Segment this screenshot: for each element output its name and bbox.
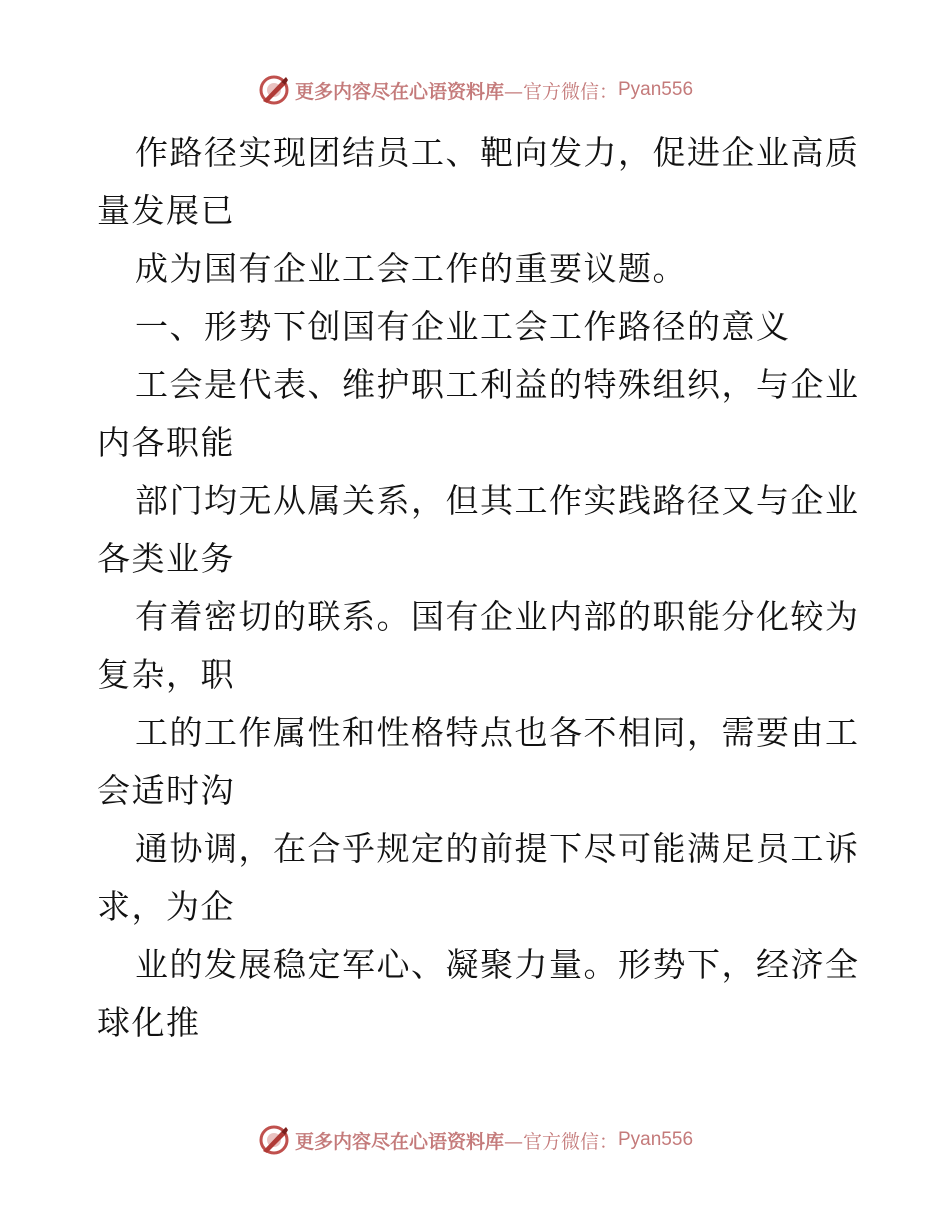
body-line: 复杂，职 [97,655,235,694]
footer-contact-label: —官方微信： [503,1130,618,1153]
body-line: 部门均无从属关系，但其工作实践路径又与企业 [135,481,860,520]
body-line: 通协调，在合乎规定的前提下尽可能满足员工诉 [135,829,860,868]
body-line: 量发展已 [97,191,235,230]
body-line: 工的工作属性和性格特点也各不相同，需要由工 [135,713,860,752]
header-contact-id: Pyan556 [618,79,694,100]
body-line: 内各职能 [97,423,235,462]
header-site-name: 更多内容尽在心语资料库 [294,80,504,103]
footer-site-name: 更多内容尽在心语资料库 [294,1130,504,1153]
body-line: 会适时沟 [97,771,235,810]
body-line: 各类业务 [97,539,235,578]
pen-logo-icon [257,73,291,107]
pen-logo-icon [257,1123,291,1157]
footer-contact-id: Pyan556 [618,1129,694,1150]
footer-watermark [0,1122,950,1158]
body-line: 作路径实现团结员工、靶向发力，促进企业高质 [135,133,860,172]
section-heading: 一、形势下创国有企业工会工作路径的意义 [135,307,791,346]
body-line: 有着密切的联系。国有企业内部的职能分化较为 [135,597,860,636]
body-line: 业的发展稳定军心、凝聚力量。形势下，经济全 [135,945,860,984]
header-watermark [0,72,950,108]
header-contact-label: —官方微信： [503,80,618,103]
body-line: 球化推 [97,1003,201,1042]
body-line: 求，为企 [97,887,235,926]
document-body [97,124,860,1052]
body-line: 成为国有企业工会工作的重要议题。 [135,249,687,288]
body-line: 工会是代表、维护职工利益的特殊组织，与企业 [135,365,860,404]
